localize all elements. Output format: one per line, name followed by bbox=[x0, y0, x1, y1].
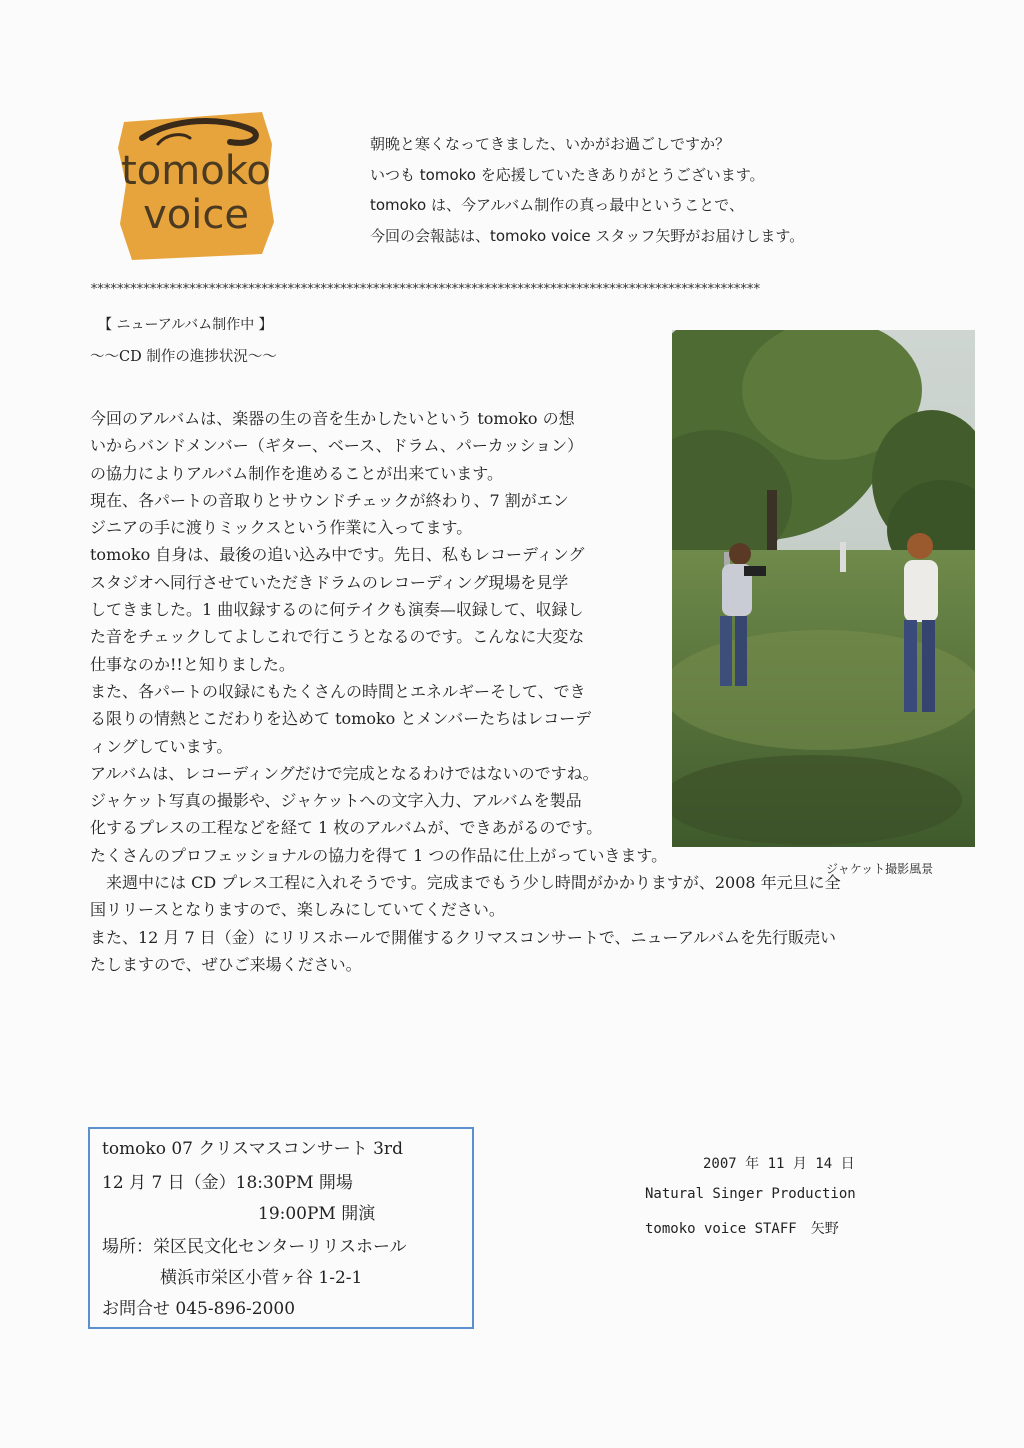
greeting-line: 朝晩と寒くなってきました、いかがお過ごしですか？ bbox=[370, 135, 731, 153]
body-line: また、各パートの収録にもたくさんの時間とエネルギーそして、でき bbox=[90, 681, 586, 701]
concert-title: tomoko 07 クリスマスコンサート 3rd bbox=[102, 1139, 403, 1159]
logo-text-line2: voice bbox=[143, 192, 249, 238]
body-line: 来週中には CD プレス工程に入れそうです。完成までもう少し時間がかかりますが、2008 年元旦に全 bbox=[90, 873, 841, 893]
body-line: の協力によりアルバム制作を進めることが出来ています。 bbox=[90, 463, 503, 483]
body-line: 化するプレスの工程などを経て 1 枚のアルバムが、できあがるのです。 bbox=[90, 818, 603, 838]
greeting-line: 今回の会報誌は、tomoko voice スタッフ矢野がお届けします。 bbox=[370, 226, 805, 245]
body-line: ジニアの手に渡りミックスという作業に入ってます。 bbox=[90, 518, 473, 538]
body-line: tomoko 自身は、最後の追い込み中です。先日、私もレコーディング bbox=[90, 545, 585, 565]
logo-graphic bbox=[112, 104, 280, 264]
greeting-line: いつも tomoko を応援していたきありがとうございます。 bbox=[370, 165, 765, 184]
body-line: る限りの情熱とこだわりを込めて tomoko とメンバーたちはレコーデ bbox=[90, 709, 592, 729]
greeting-line: tomoko は、今アルバム制作の真っ最中ということで、 bbox=[370, 196, 744, 214]
concert-info-box bbox=[88, 1127, 474, 1329]
concert-date: 12 月 7 日（金）18:30PM 開場 bbox=[102, 1173, 353, 1193]
signature-date: 2007 年 11 月 14 日 bbox=[703, 1156, 855, 1172]
logo-text-line1: tomoko bbox=[121, 148, 271, 194]
body-line: 仕事なのか!!と知りました。 bbox=[90, 654, 295, 674]
body-line: してきました。1 曲収録するのに何テイクも演奏—収録して、収録し bbox=[90, 600, 584, 620]
concert-contact: お問合せ 045-896-2000 bbox=[102, 1299, 296, 1319]
body-line: 国リリースとなりますので、楽しみにしていてください。 bbox=[90, 900, 505, 920]
asterisk-divider: ****************************************************************************************************** bbox=[90, 282, 760, 297]
body-line: たしますので、ぜひご来場ください。 bbox=[90, 954, 362, 974]
body-line: また、12 月 7 日（金）にリリスホールで開催するクリマスコンサートで、ニューアルバムを先行販売い bbox=[90, 927, 836, 947]
body-line: いからバンドメンバー（ギター、ベース、ドラム、パーカッション） bbox=[90, 436, 584, 456]
section-subtitle: 〜〜CD 制作の進捗状況〜〜 bbox=[90, 349, 277, 365]
body-line: アルバムは、レコーディングだけで完成となるわけではないのですね。 bbox=[90, 763, 599, 783]
concert-venue: 場所：栄区民文化センターリリスホール bbox=[102, 1237, 407, 1257]
jacket-shoot-photo bbox=[672, 330, 975, 847]
body-line: 現在、各パートの音取りとサウンドチェックが終わり、7 割がエン bbox=[90, 490, 569, 510]
signature-staff: tomoko voice STAFF 矢野 bbox=[645, 1221, 839, 1237]
tomoko-voice-logo bbox=[112, 104, 280, 264]
greeting-block bbox=[370, 132, 890, 254]
signature-org: Natural Singer Production bbox=[645, 1186, 856, 1202]
section-title: 【 ニューアルバム制作中 】 bbox=[98, 317, 273, 333]
photo-caption: ジャケット撮影風景 bbox=[826, 862, 934, 876]
body-line: スタジオへ同行させていただきドラムのレコーディング現場を見学 bbox=[90, 572, 569, 592]
body-line: 今回のアルバムは、楽器の生の音を生かしたいという tomoko の想 bbox=[90, 409, 575, 428]
body-line: ジャケット写真の撮影や、ジャケットへの文字入力、アルバムを製品 bbox=[90, 791, 582, 811]
body-line: ィングしています。 bbox=[90, 736, 233, 756]
body-line: たくさんのプロフェッショナルの協力を得て 1 つの作品に仕上がっていきます。 bbox=[90, 845, 668, 865]
photo-image bbox=[672, 330, 975, 847]
concert-address: 横浜市栄区小菅ヶ谷 1-2-1 bbox=[160, 1268, 363, 1288]
body-line: た音をチェックしてよしこれで行こうとなるのです。こんなに大変な bbox=[90, 627, 585, 647]
concert-start-time: 19:00PM 開演 bbox=[258, 1204, 376, 1224]
